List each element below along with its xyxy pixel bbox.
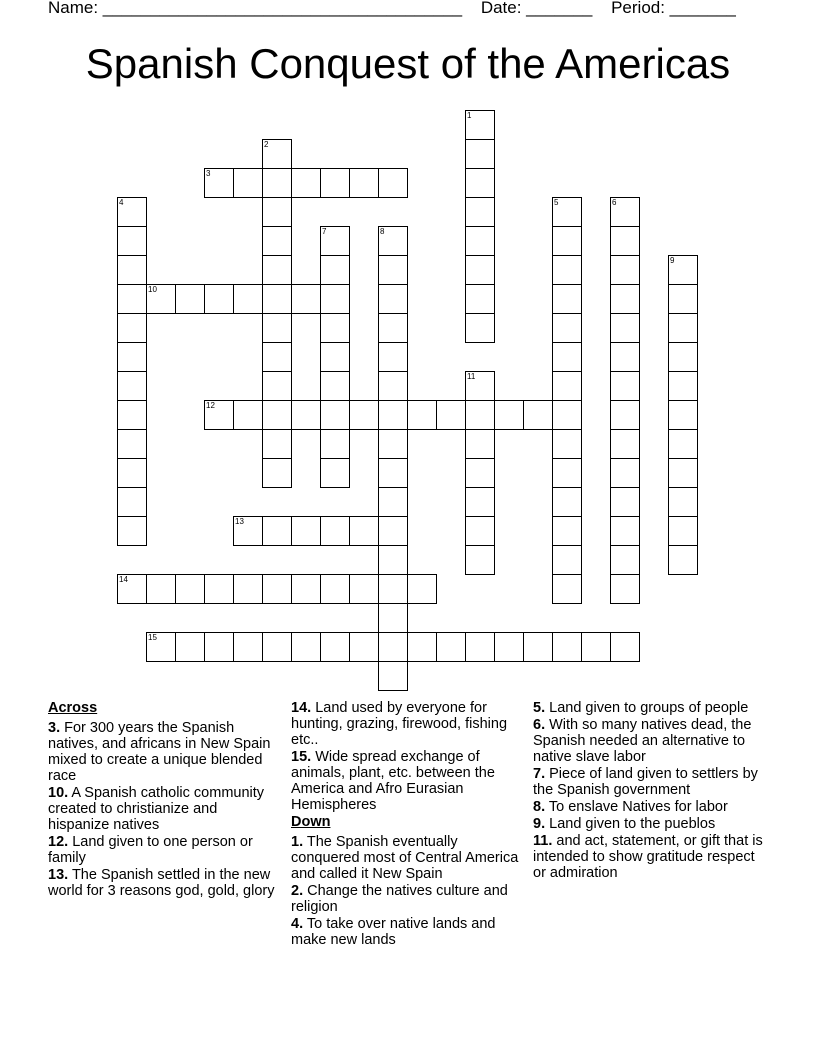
crossword-cell[interactable] <box>552 632 582 662</box>
clue-number: 7 <box>322 227 327 236</box>
down-clue: 1. The Spanish eventually conquered most of Central America and called it New Spain <box>291 834 519 882</box>
down-clue: 11. and act, statement, or gift that is intended to show gratitude respect or admiration <box>533 833 763 881</box>
crossword-cell[interactable] <box>175 632 205 662</box>
crossword-cell[interactable] <box>378 545 408 575</box>
crossword-cell[interactable] <box>552 516 582 546</box>
crossword-cell[interactable] <box>378 371 408 401</box>
crossword-cell[interactable] <box>349 632 379 662</box>
clue-number: 2 <box>264 140 269 149</box>
crossword-cell[interactable] <box>117 429 147 459</box>
crossword-cell[interactable] <box>349 574 379 604</box>
crossword-cell[interactable] <box>668 284 698 314</box>
crossword-cell[interactable] <box>117 226 147 256</box>
crossword-cell[interactable] <box>233 400 263 430</box>
crossword-cell[interactable] <box>117 574 147 604</box>
crossword-cell[interactable] <box>146 284 176 314</box>
crossword-cell[interactable] <box>233 574 263 604</box>
crossword-cell[interactable] <box>465 139 495 169</box>
crossword-cell[interactable] <box>262 429 292 459</box>
crossword-cell[interactable] <box>320 516 350 546</box>
crossword-cell[interactable] <box>465 429 495 459</box>
crossword-cell[interactable] <box>117 371 147 401</box>
crossword-cell[interactable] <box>320 632 350 662</box>
crossword-cell[interactable] <box>465 284 495 314</box>
crossword-cell[interactable] <box>668 516 698 546</box>
crossword-cell[interactable] <box>668 255 698 285</box>
crossword-cell[interactable] <box>436 632 466 662</box>
clues-column-3 <box>533 700 765 882</box>
crossword-cell[interactable] <box>610 371 640 401</box>
crossword-cell[interactable] <box>320 429 350 459</box>
crossword-cell[interactable] <box>610 400 640 430</box>
crossword-cell[interactable] <box>262 255 292 285</box>
crossword-cell[interactable] <box>349 168 379 198</box>
crossword-cell[interactable] <box>378 255 408 285</box>
crossword-cell[interactable] <box>552 342 582 372</box>
period-field[interactable]: Period: _______ <box>611 0 736 17</box>
crossword-cell[interactable] <box>117 458 147 488</box>
crossword-cell[interactable] <box>552 226 582 256</box>
crossword-cell[interactable] <box>204 400 234 430</box>
crossword-cell[interactable] <box>494 400 524 430</box>
clues-column-2 <box>291 700 529 949</box>
crossword-cell[interactable] <box>378 168 408 198</box>
crossword-cell[interactable] <box>262 284 292 314</box>
crossword-cell[interactable] <box>407 632 437 662</box>
clue-number: 5 <box>554 198 559 207</box>
crossword-cell[interactable] <box>262 139 292 169</box>
clue-number: 6 <box>612 198 617 207</box>
crossword-cell[interactable] <box>378 429 408 459</box>
crossword-cell[interactable] <box>610 255 640 285</box>
crossword-grid <box>117 110 675 695</box>
crossword-cell[interactable] <box>117 342 147 372</box>
crossword-cell[interactable] <box>465 168 495 198</box>
clues-column-1 <box>48 700 280 900</box>
crossword-cell[interactable] <box>233 284 263 314</box>
down-clue: 2. Change the natives culture and religion <box>291 883 508 915</box>
clue-number: 12 <box>206 401 215 410</box>
crossword-cell[interactable] <box>668 429 698 459</box>
crossword-cell[interactable] <box>262 516 292 546</box>
crossword-cell[interactable] <box>465 487 495 517</box>
crossword-cell[interactable] <box>581 632 611 662</box>
clue-number: 15 <box>148 633 157 642</box>
crossword-cell[interactable] <box>117 284 147 314</box>
crossword-cell[interactable] <box>523 632 553 662</box>
crossword-cell[interactable] <box>552 458 582 488</box>
crossword-cell[interactable] <box>378 487 408 517</box>
crossword-cell[interactable] <box>117 255 147 285</box>
crossword-cell[interactable] <box>494 632 524 662</box>
crossword-cell[interactable] <box>320 342 350 372</box>
crossword-cell[interactable] <box>465 545 495 575</box>
crossword-cell[interactable] <box>320 284 350 314</box>
crossword-cell[interactable] <box>291 284 321 314</box>
crossword-cell[interactable] <box>117 197 147 227</box>
name-field[interactable]: Name: ______________________________________ <box>48 0 463 17</box>
crossword-cell[interactable] <box>610 516 640 546</box>
crossword-cell[interactable] <box>552 313 582 343</box>
crossword-cell[interactable] <box>262 197 292 227</box>
crossword-cell[interactable] <box>349 400 379 430</box>
crossword-cell[interactable] <box>262 400 292 430</box>
crossword-cell[interactable] <box>320 168 350 198</box>
crossword-cell[interactable] <box>610 487 640 517</box>
crossword-cell[interactable] <box>668 545 698 575</box>
crossword-cell[interactable] <box>668 313 698 343</box>
crossword-cell[interactable] <box>233 632 263 662</box>
crossword-cell[interactable] <box>668 371 698 401</box>
crossword-cell[interactable] <box>378 342 408 372</box>
crossword-cell[interactable] <box>262 574 292 604</box>
crossword-cell[interactable] <box>378 574 408 604</box>
crossword-cell[interactable] <box>291 574 321 604</box>
crossword-cell[interactable] <box>610 458 640 488</box>
crossword-cell[interactable] <box>117 487 147 517</box>
crossword-cell[interactable] <box>204 574 234 604</box>
crossword-cell[interactable] <box>204 284 234 314</box>
crossword-cell[interactable] <box>175 574 205 604</box>
crossword-cell[interactable] <box>117 313 147 343</box>
crossword-cell[interactable] <box>465 400 495 430</box>
crossword-cell[interactable] <box>610 429 640 459</box>
crossword-cell[interactable] <box>465 313 495 343</box>
crossword-cell[interactable] <box>262 458 292 488</box>
across-clue: 13. The Spanish settled in the new world for 3 reasons god, gold, glory <box>48 867 275 899</box>
crossword-cell[interactable] <box>320 400 350 430</box>
crossword-cell[interactable] <box>378 516 408 546</box>
crossword-cell[interactable] <box>465 458 495 488</box>
crossword-cell[interactable] <box>552 197 582 227</box>
crossword-cell[interactable] <box>378 603 408 633</box>
down-clue: 8. To enslave Natives for labor <box>533 799 728 815</box>
crossword-cell[interactable] <box>117 400 147 430</box>
clue-number: 9 <box>670 256 675 265</box>
crossword-cell[interactable] <box>320 458 350 488</box>
crossword-cell[interactable] <box>291 516 321 546</box>
crossword-cell[interactable] <box>320 574 350 604</box>
crossword-cell[interactable] <box>378 400 408 430</box>
crossword-cell[interactable] <box>320 313 350 343</box>
crossword-cell[interactable] <box>610 197 640 227</box>
crossword-cell[interactable] <box>465 632 495 662</box>
crossword-cell[interactable] <box>320 255 350 285</box>
clue-number: 14 <box>119 575 128 584</box>
down-clue: 5. Land given to groups of people <box>533 700 749 716</box>
clue-number: 1 <box>467 111 472 120</box>
across-clue: 3. For 300 years the Spanish natives, and africans in New Spain mixed to create a unique blended race <box>48 720 271 784</box>
clue-number: 4 <box>119 198 124 207</box>
crossword-cell[interactable] <box>378 284 408 314</box>
crossword-cell[interactable] <box>117 516 147 546</box>
crossword-cell[interactable] <box>552 574 582 604</box>
crossword-cell[interactable] <box>262 168 292 198</box>
crossword-cell[interactable] <box>262 371 292 401</box>
crossword-cell[interactable] <box>465 110 495 140</box>
crossword-cell[interactable] <box>233 168 263 198</box>
crossword-cell[interactable] <box>610 226 640 256</box>
crossword-cell[interactable] <box>552 400 582 430</box>
down-heading: Down <box>291 814 331 830</box>
across-heading: Across <box>48 700 98 716</box>
down-clue: 9. Land given to the pueblos <box>533 816 716 832</box>
crossword-cell[interactable] <box>320 226 350 256</box>
clue-number: 11 <box>467 372 476 381</box>
crossword-cell[interactable] <box>668 400 698 430</box>
crossword-cell[interactable] <box>262 226 292 256</box>
crossword-cell[interactable] <box>436 400 466 430</box>
across-clue: 10. A Spanish catholic community created to christianize and hispanize natives <box>48 785 265 833</box>
crossword-cell[interactable] <box>552 487 582 517</box>
crossword-cell[interactable] <box>378 226 408 256</box>
crossword-cell[interactable] <box>610 632 640 662</box>
page-title: Spanish Conquest of the Americas <box>85 40 731 87</box>
clue-number: 3 <box>206 169 211 178</box>
crossword-cell[interactable] <box>146 632 176 662</box>
across-clue: 14. Land used by everyone for hunting, grazing, firewood, fishing etc.. <box>291 700 508 748</box>
down-clue: 6. With so many natives dead, the Spanish needed an alternative to native slave labor <box>533 717 752 765</box>
crossword-cell[interactable] <box>204 632 234 662</box>
crossword-cell[interactable] <box>523 400 553 430</box>
crossword-cell[interactable] <box>378 313 408 343</box>
crossword-cell[interactable] <box>552 545 582 575</box>
crossword-cell[interactable] <box>610 284 640 314</box>
crossword-cell[interactable] <box>233 516 263 546</box>
down-clue: 4. To take over native lands and make new lands <box>291 916 496 948</box>
clue-number: 10 <box>148 285 157 294</box>
crossword-cell[interactable] <box>465 197 495 227</box>
crossword-cell[interactable] <box>552 255 582 285</box>
crossword-cell[interactable] <box>349 516 379 546</box>
across-clue: 15. Wide spread exchange of animals, plant, etc. between the America and Afro Eurasian Hemispheres <box>291 749 495 813</box>
crossword-cell[interactable] <box>465 371 495 401</box>
crossword-cell[interactable] <box>465 255 495 285</box>
clue-number: 8 <box>380 227 385 236</box>
crossword-cell[interactable] <box>610 342 640 372</box>
crossword-cell[interactable] <box>291 168 321 198</box>
crossword-cell[interactable] <box>262 313 292 343</box>
crossword-cell[interactable] <box>552 429 582 459</box>
crossword-cell[interactable] <box>610 313 640 343</box>
crossword-cell[interactable] <box>378 632 408 662</box>
down-clue: 7. Piece of land given to settlers by the Spanish government <box>533 766 758 798</box>
crossword-cell[interactable] <box>175 284 205 314</box>
crossword-cell[interactable] <box>378 661 408 691</box>
crossword-cell[interactable] <box>552 371 582 401</box>
crossword-cell[interactable] <box>407 400 437 430</box>
crossword-cell[interactable] <box>610 574 640 604</box>
across-clue: 12. Land given to one person or family <box>48 834 253 866</box>
crossword-cell[interactable] <box>291 632 321 662</box>
crossword-cell[interactable] <box>262 342 292 372</box>
crossword-cell[interactable] <box>668 342 698 372</box>
crossword-cell[interactable] <box>204 168 234 198</box>
crossword-cell[interactable] <box>320 371 350 401</box>
crossword-cell[interactable] <box>552 284 582 314</box>
crossword-cell[interactable] <box>378 458 408 488</box>
crossword-cell[interactable] <box>407 574 437 604</box>
crossword-cell[interactable] <box>610 545 640 575</box>
crossword-cell[interactable] <box>465 226 495 256</box>
clue-number: 13 <box>235 517 244 526</box>
student-info-header <box>48 0 768 18</box>
crossword-cell[interactable] <box>262 632 292 662</box>
crossword-cell[interactable] <box>465 516 495 546</box>
date-field[interactable]: Date: _______ <box>480 0 593 17</box>
crossword-cell[interactable] <box>146 574 176 604</box>
crossword-cell[interactable] <box>668 487 698 517</box>
crossword-cell[interactable] <box>291 400 321 430</box>
crossword-cell[interactable] <box>668 458 698 488</box>
